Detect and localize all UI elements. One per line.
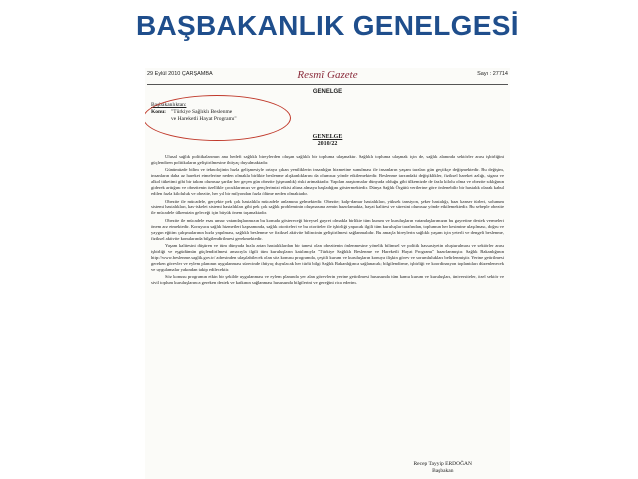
subject-label: Konu:	[151, 109, 166, 115]
paragraph: Ulusal sağlık politikalarımın ana hedefi sağlıklı bireylerden oluşan sağlıklı bir topluma ulaşmaktır. Sağlıklı topluma ulaşmak için de, sağlık alanında sektörler arası işbirliğini güçlendiren politikaların geliştirilmesine ihtiyaç duyulmaktadır.	[151, 154, 504, 165]
slide-title: BAŞBAKANLIK GENELGESİ	[136, 10, 519, 41]
paragraph: Obezite ile mücadele, gerçekte pek çok hastalıkla mücadele anlamına gelmektedir. Obezite; kalp-damar hastalıkları, yüksek tansiyon, şeker hastalığı, bazı kanser türleri, solunum sistemi hastalıkları, kas-iskelet sistemi hastalıkları gibi pek çok sağlık probleminin oluşmasına zemin hazırlamakta, hayat kalitesi ve süresini olumsuz yönde etkilemektedir. Bu sebeple obezite ile mücadele ülkemizin geleceği için büyük önem taşımaktadır.	[151, 198, 504, 216]
paragraph: Günümüzde bilim ve teknolojinin hızla gelişmesiyle ortaya çıkan yeniliklerin insanlığın hizmetine sunulması ile insanların yaşam tarzları gün geçtikçe değişmektedir. Bu değişim, insanların daha az hareket etmelerine neden olmakla birlikte beslenme alışkanlıklarını da olumsuz yönde etkilemektedir. Beslenme tarzındaki değişiklikler, fiziksel hareket azlığı, sigara ve alkol tüketimi gibi bir takım olumsuz şartlar her geçen gün obezite (şişmanlık) riski artmaktadır. Yapılan araştırmalar dünyada olduğu gibi ülkemizde de fazla kilolu olma ve obezite sıklığının giderek arttığını ve obezitenin özellikle çocuklarımızı ve gençlerimizi etkisi altına almaya başladığını göstermektedir. Dünya Sağlık Örgütü verilerine göre önlenebilir bir hastalık olarak kabul edilen fazla kiloluluk ve obezite, her yıl bir milyondan fazla ölüme neden olmaktadır.	[151, 167, 504, 197]
gazette-name: Resmî Gazete	[297, 69, 358, 81]
gazette-date: 29 Eylül 2010 ÇARŞAMBA	[147, 71, 213, 77]
scanned-document	[145, 68, 510, 479]
signer-name: Recep Tayyip ERDOĞAN	[413, 461, 472, 467]
gazette-issue: Sayı : 27714	[477, 71, 508, 77]
signature-block	[414, 461, 472, 475]
subject-block	[151, 102, 237, 123]
gazette-header	[147, 68, 508, 85]
circular-title: GENELGE	[312, 134, 343, 140]
circular-body	[151, 154, 504, 288]
circular-number: 2010/22	[317, 141, 338, 147]
section-label: GENELGE	[312, 89, 343, 95]
paragraph: Söz konusu programın etkin bir şekilde uygulanması ve eylem planında yer alan görevlerin yerine getirilmesi hususunda tüm kamu kurum ve kuruluşları, üniversiteler, özel sektör ve sivil toplum kuruluşlarınca gereken destek ve katkının sağlanması hususunda bilgilerini ve gereğini rica ederim.	[151, 274, 504, 286]
circular-number-block	[145, 134, 510, 148]
subject-line-2: ve Hareketli Hayat Programı"	[171, 116, 237, 122]
subject-line-1: "Türkiye Sağlıklı Beslenme	[171, 109, 233, 115]
paragraph: Obezite ile mücadele esas unsur vatandaşlarımızın bu konuda göstereceği bireysel gayret olmakla birlikte tüm kurum ve kuruluşların vatandaşlarımızın bu gayretine destek vermeleri önem arz etmektedir. Koruyucu sağlık hizmetleri kapsamında, sağlık otoriteleri ve bu otoriteler ile işbirliği yapacak ilgili tüm kuruluşlar tarafından, toplumun her kesimine ulaşılması, doğru ve yaygın eğitim çalışmalarının hızla yapılması, sağlıklı beslenme ve fiziksel aktivite bilincinin geliştirilmesi sağlanmalıdır. Bu amaçla bireylerin sağlıklı yaşam için yeterli ve dengeli beslenme, fiziksel aktivite konularında bilgilendirilmesi gerekmektedir.	[151, 217, 504, 241]
issuer-label: Başbakanlıktan:	[151, 102, 187, 108]
signer-title: Başbakan	[432, 468, 454, 474]
paragraph: Yaşam kalitesini düşüren ve tüm dünyada hızla artan hastalıklardan bir tanesi olan obezitenin önlenmesine yönelik bilimsel ve politik hassasiyetin oluşturulması ve sektörler arası işbirliği ve eşgüdümün güçlendirilmesi amacıyla ilgili tüm kuruluşların katılımıyla "Türkiye Sağlıklı Beslenme ve Hareketli Hayat Programı" hazırlanmıştır. Sağlık Bakanlığının http://www.beslenme.saglik.gov.tr/ adresinden ulaşılabilecek olan söz konusu programda, çeşitli kurum ve kuruluşların konuya ilişkin görev ve sorumlulukları belirlenmiştir. Yerine getirilmesi gereken görevler ve eylem planının uygulanması sürecinde ihtiyaç duyulacak her türlü bilgi Sağlık Bakanlığınca sağlanacak; bilgilendirme, işbirliği ve koordinasyon toplantıları düzenlenecek ve uygulamalar yakından takip edilecektir.	[151, 243, 504, 272]
